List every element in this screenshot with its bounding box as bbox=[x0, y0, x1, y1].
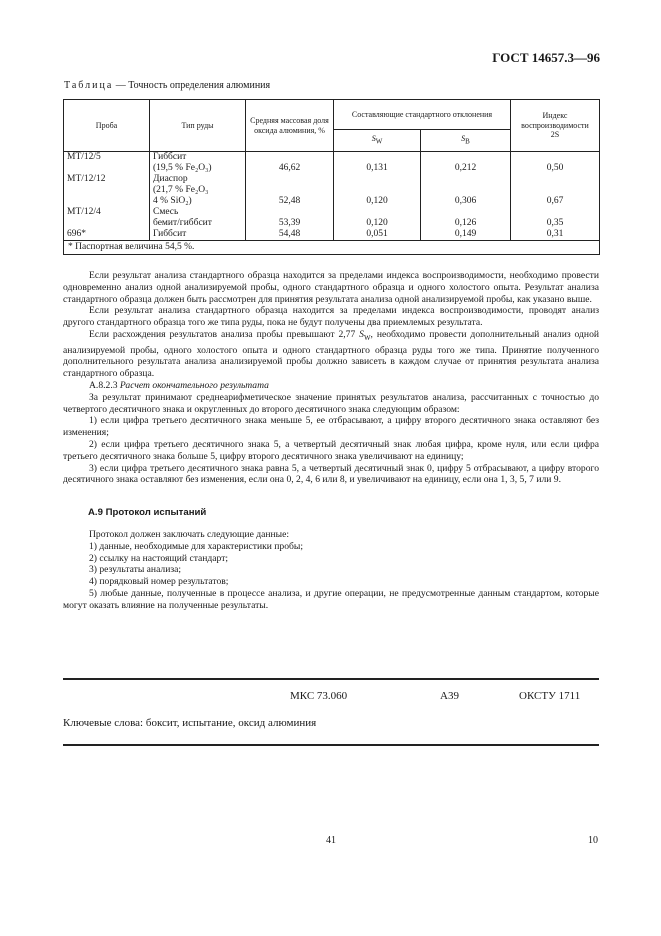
cell-sb: 0,212 0,306 0,126 0,149 bbox=[421, 152, 511, 241]
header-sw bbox=[334, 130, 421, 152]
header-sb-sub: B bbox=[465, 137, 470, 146]
protocol-item: 1) данные, необходимые для характеристики пробы; bbox=[89, 540, 304, 552]
header-ore-type: Тип руды bbox=[150, 100, 246, 152]
footer-bottom-rule bbox=[63, 744, 599, 746]
subsection-number: А.8.2.3 bbox=[89, 380, 118, 392]
subsection-heading bbox=[63, 380, 599, 392]
protocol-list bbox=[63, 529, 599, 612]
main-text bbox=[63, 270, 599, 486]
mks-code: МКС 73.060 bbox=[290, 690, 348, 702]
protocol-item: 2) ссылку на настоящий стандарт; bbox=[89, 552, 229, 564]
cell-sw: 0,131 0,120 0,120 0,051 bbox=[334, 152, 421, 241]
paragraph-1: Если результат анализа стандартного образца находится за пределами индекса воспроизводимости, необходимо провести одновременно анализ одной анализируемой пробы, одного стандартного образца и одного холостого опыта. Результат анализа стандартного образца должен быть рассмотрен для принятия результата анализа одной анализируемой пробы, как указано выше. bbox=[63, 270, 599, 305]
subsection-title: Расчет окончательного результата bbox=[119, 380, 269, 392]
table-caption-text: — Точность определения алюминия bbox=[113, 80, 271, 91]
rule-1: 1) если цифра третьего десятичного знака меньше 5, ее отбрасывают, а цифру второго десятичного знака оставляют без изменения; bbox=[63, 415, 599, 439]
a39-code: А39 bbox=[440, 690, 459, 702]
paragraph-3-end: , необходимо провести дополнительный анализ одной анализируемой пробы, одного холостого опыта и одного стандартного образца руды того же типа. Принятие полученного дополнительного результата анализа анализируемой пробы должно зависеть в каждом случае от принятия результата анализа стандартного образца. bbox=[63, 328, 599, 380]
header-mean: Средняя массовая доля оксида алюминия, % bbox=[246, 100, 334, 152]
protocol-item: 3) результаты анализа; bbox=[89, 564, 182, 576]
protocol-item: 4) порядковый номер результатов; bbox=[89, 576, 229, 588]
table-row bbox=[64, 152, 600, 241]
header-index bbox=[511, 100, 600, 152]
sw-sub: W bbox=[363, 333, 371, 342]
keywords: Ключевые слова: боксит, испытание, оксид алюминия bbox=[63, 717, 317, 729]
header-sample: Проба bbox=[64, 100, 150, 152]
protocol-item: 5) любые данные, полученные в процессе анализа, и другие операции, не предусмотренные данным стандартом, которые могут оказать влияние на полученные результаты. bbox=[63, 587, 599, 611]
cell-index: 0,50 0,67 0,35 0,31 bbox=[511, 152, 600, 241]
page-number-right: 10 bbox=[588, 835, 598, 846]
cell-means: 46,62 52,48 53,39 54,48 bbox=[246, 152, 334, 241]
document-code: ГОСТ 14657.3—96 bbox=[492, 50, 600, 65]
page-number-left: 41 bbox=[326, 835, 336, 846]
header-components: Составляющие стандартного отклонения bbox=[334, 100, 511, 130]
table-caption-label: Таблица bbox=[64, 80, 114, 91]
header-sb-symbol: S bbox=[461, 133, 466, 143]
header-sw-sub: W bbox=[375, 137, 383, 146]
oksty-code: ОКСТУ 1711 bbox=[519, 690, 581, 702]
section-a9-title: А.9 Протокол испытаний bbox=[88, 507, 207, 518]
rule-3: 3) если цифра третьего десятичного знака равна 5, а четвертый десятичный знак 0, цифру 5 отбрасывают, а цифру второго десятичного знака оставляют без изменения, если она 0, 2, 4, 6 или 8, и увеличивают на единицу, если она 1, 3, 5, 7 или 9. bbox=[63, 462, 599, 486]
accuracy-table bbox=[63, 99, 600, 255]
paragraph-3 bbox=[63, 329, 599, 380]
table-footnote: * Паспортная величина 54,5 %. bbox=[64, 241, 600, 255]
paragraph-2: Если результат анализа стандартного образца находится за пределами индекса воспроизводимости, проводят анализ другого стандартного образца того же типа руды, пока не будут получены два приемлемых результата. bbox=[63, 305, 599, 329]
sw-symbol: S bbox=[359, 328, 364, 340]
protocol-intro: Протокол должен заключать следующие данные: bbox=[89, 529, 289, 540]
header-sb bbox=[421, 130, 511, 152]
header-index-label: Индекс воспроизводимости bbox=[521, 111, 589, 130]
cell-ore-types: Гиббсит (19,5 % Fe₂O₃) Диаспор (21,7 % Fe₂O₃ 4 % SiO₂) Смесь бемит/гиббсит Гиббсит bbox=[150, 152, 246, 241]
paragraph-4: За результат принимают среднеарифметическое значение принятых результатов анализа, рассчитанных с точностью до четвертого десятичного знака и округленных до второго десятичного знака следующим образом: bbox=[63, 391, 599, 415]
paragraph-3-start: Если расхождения результатов анализа пробы превышают 2,77 bbox=[89, 328, 360, 340]
table-caption bbox=[64, 80, 270, 91]
footer-top-rule bbox=[63, 678, 599, 680]
header-sw-symbol: S bbox=[371, 133, 376, 143]
cell-samples: МТ/12/5 МТ/12/12 МТ/12/4 696* bbox=[64, 152, 150, 241]
header-index-value: 2S bbox=[550, 130, 560, 140]
rule-2: 2) если цифра третьего десятичного знака 5, а четвертый десятичный знак любая цифра, кроме нуля, или если цифра третьего десятичного знака больше 5, цифру второго десятичного знака увеличивают на единицу; bbox=[63, 439, 599, 462]
